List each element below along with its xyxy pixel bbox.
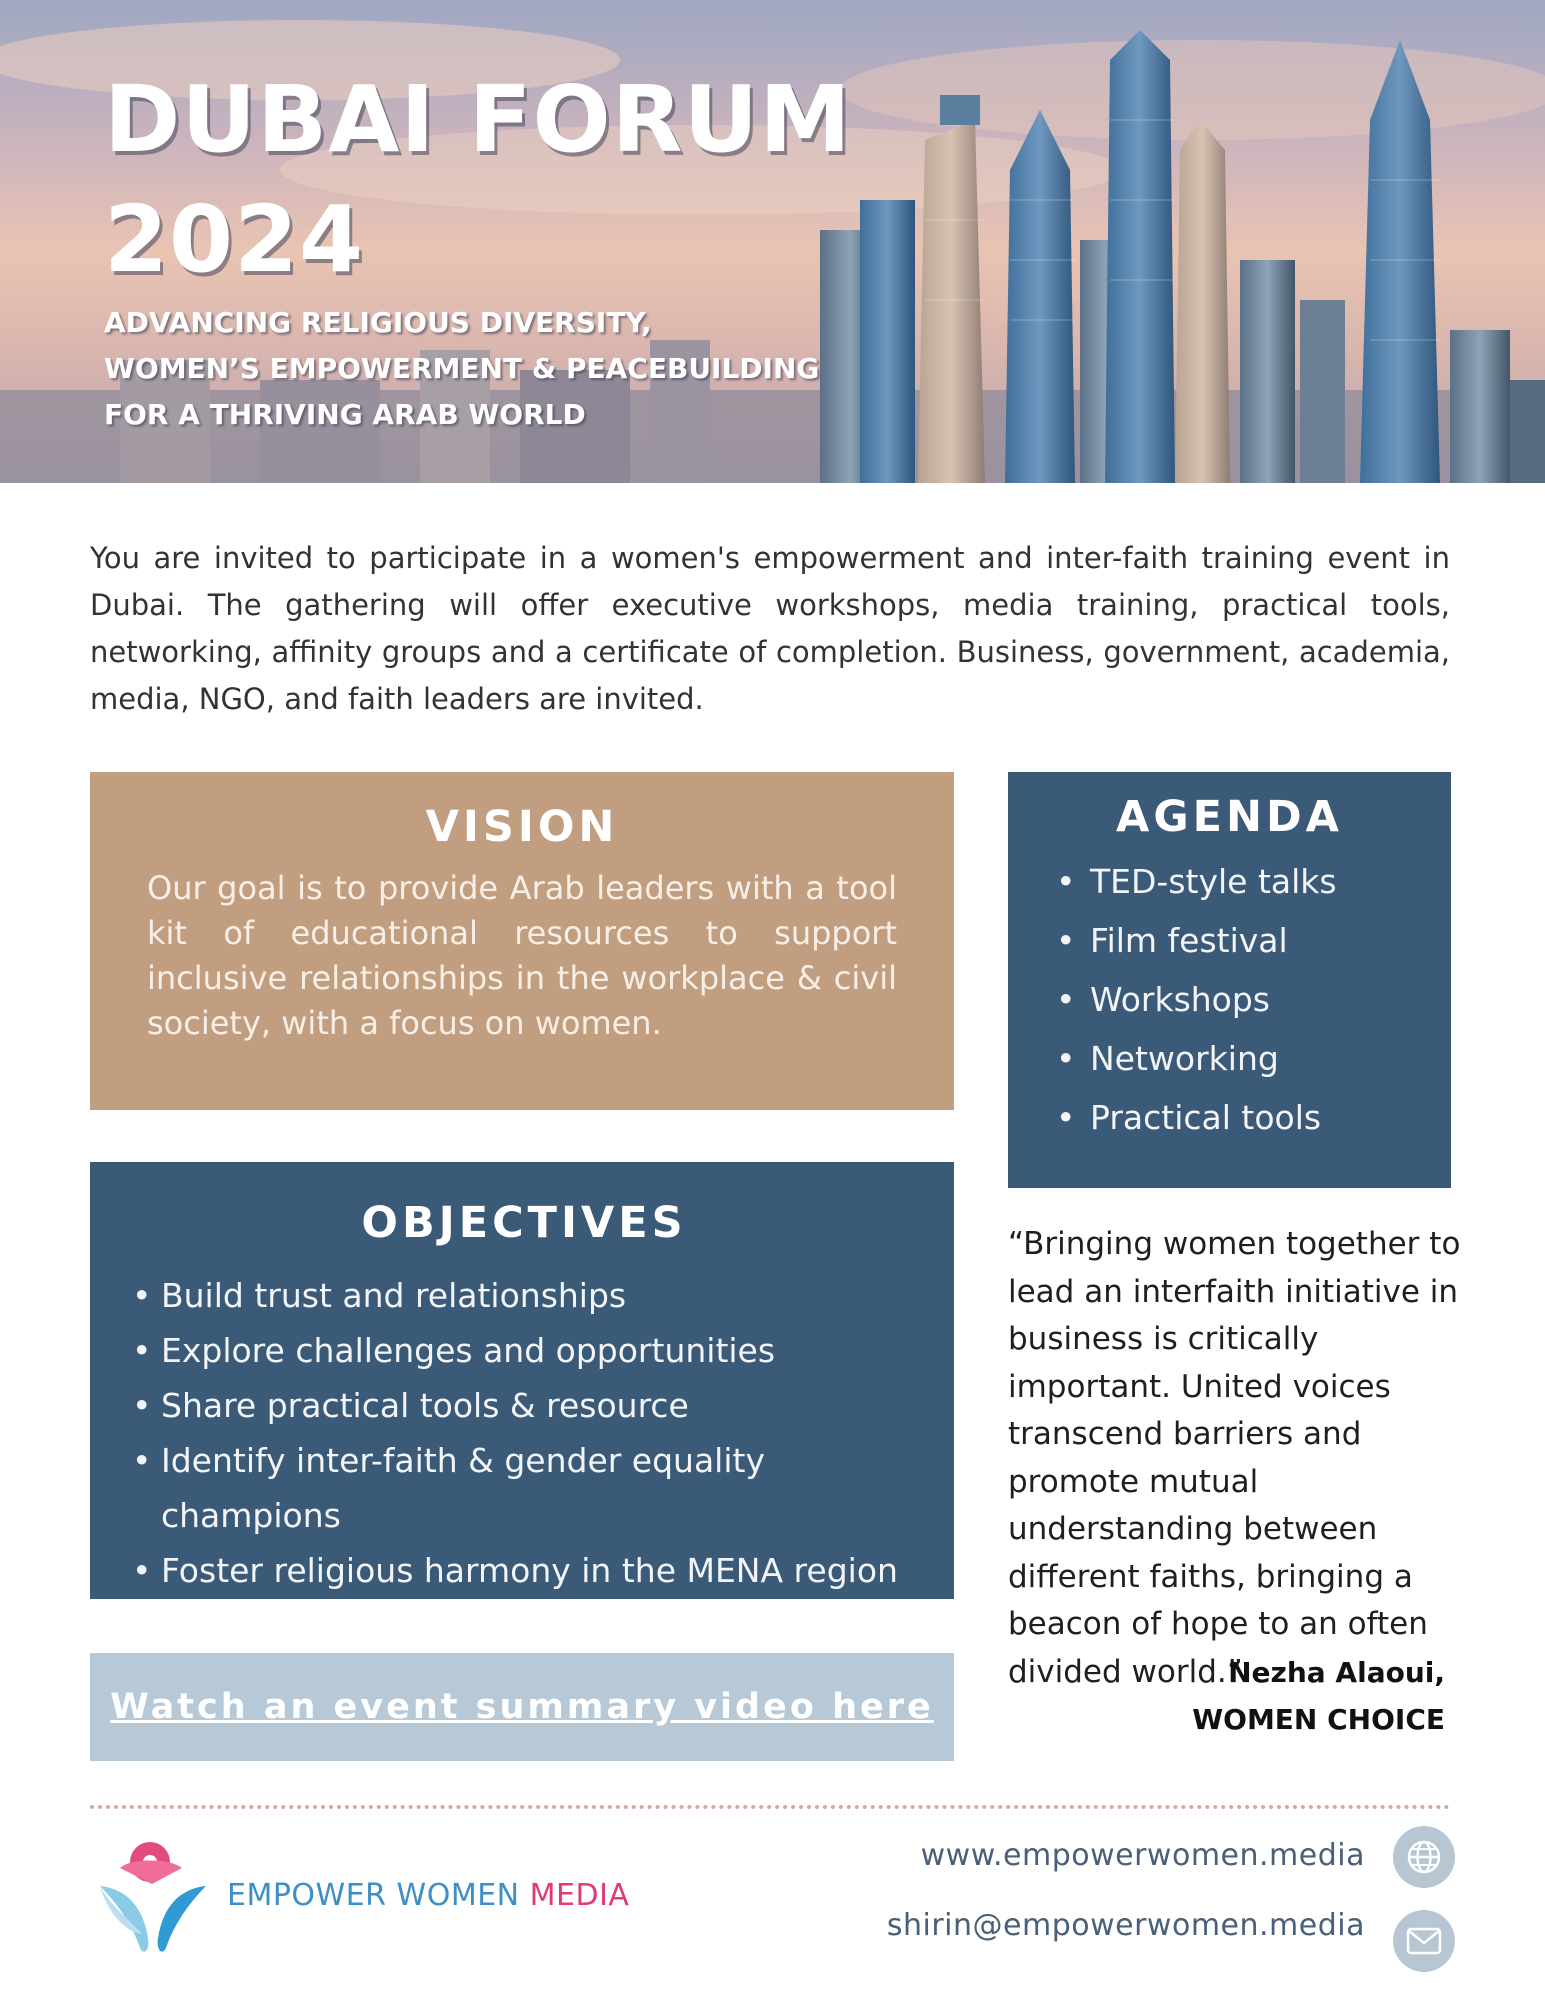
event-subtitle-line-1: ADVANCING RELIGIOUS DIVERSITY, <box>104 306 652 339</box>
event-subtitle <box>104 300 819 438</box>
agenda-item: • TED-style talks <box>1048 852 1411 911</box>
event-title <box>104 60 852 300</box>
agenda-panel <box>1008 772 1451 1188</box>
globe-icon[interactable] <box>1393 1826 1455 1888</box>
vision-text: Our goal is to provide Arab leaders with a tool kit of educational resources to support inclusive relationships in the workplace & civil society, with a focus on women. <box>147 869 897 1042</box>
brand-name-main: EMPOWER WOMEN <box>227 1878 530 1913</box>
agenda-item: • Practical tools <box>1048 1088 1411 1147</box>
objective-item: • Share practical tools & resource <box>124 1378 924 1433</box>
objective-item: • Foster religious harmony in the MENA region <box>124 1543 924 1598</box>
objectives-list <box>124 1268 924 1598</box>
testimonial-quote: “Bringing women together to lead an interfaith initiative in business is critically important. United voices transcend barriers and promote mutual understanding between different faiths, bringing a beacon of hope to an often divided world.” <box>1008 1226 1461 1690</box>
watch-video-link[interactable]: Watch an event summary video here <box>90 1653 954 1761</box>
brand-name <box>227 1878 629 1913</box>
event-title-line-2: 2024 <box>104 186 365 293</box>
agenda-heading: AGENDA <box>1116 792 1343 842</box>
brand-name-accent: MEDIA <box>529 1878 630 1913</box>
website-link[interactable]: www.empowerwomen.media <box>920 1838 1365 1873</box>
quote-attribution <box>1192 1649 1445 1743</box>
envelope-icon-glyph <box>1406 1927 1442 1955</box>
objective-item: • Identify inter-faith & gender equality champions <box>124 1433 924 1543</box>
vision-panel <box>90 772 954 1110</box>
event-subtitle-line-2: WOMEN’S EMPOWERMENT & PEACEBUILDING <box>104 352 820 385</box>
empower-women-media-logo <box>90 1838 216 1956</box>
agenda-item: • Networking <box>1048 1029 1411 1088</box>
objectives-heading: OBJECTIVES <box>361 1198 687 1248</box>
invitation-paragraph: You are invited to participate in a women's empowerment and inter-faith training event in Dubai. The gathering will offer executive workshops, media training, practical tools, networking, affinity groups and a certificate of completion. Business, government, academia, media, NGO, and faith leaders are invited. <box>90 541 1450 716</box>
quote-author-name: Nezha Alaoui, <box>1228 1656 1445 1689</box>
agenda-item: • Film festival <box>1048 911 1411 970</box>
event-subtitle-line-3: FOR A THRIVING ARAB WORLD <box>104 398 586 431</box>
objectives-panel <box>90 1162 954 1599</box>
globe-icon-glyph <box>1405 1838 1443 1876</box>
agenda-item: • Workshops <box>1048 970 1411 1029</box>
objective-item: • Build trust and relationships <box>124 1268 924 1323</box>
email-link[interactable]: shirin@empowerwomen.media <box>886 1908 1365 1943</box>
envelope-icon[interactable] <box>1393 1910 1455 1972</box>
vision-heading: VISION <box>425 802 619 852</box>
agenda-list <box>1048 852 1411 1147</box>
objective-item: • Explore challenges and opportunities <box>124 1323 924 1378</box>
footer-divider <box>90 1805 1450 1809</box>
hero-banner <box>0 0 1545 483</box>
event-title-line-1: DUBAI FORUM <box>104 66 852 173</box>
quote-author-organization: WOMEN CHOICE <box>1192 1703 1445 1736</box>
